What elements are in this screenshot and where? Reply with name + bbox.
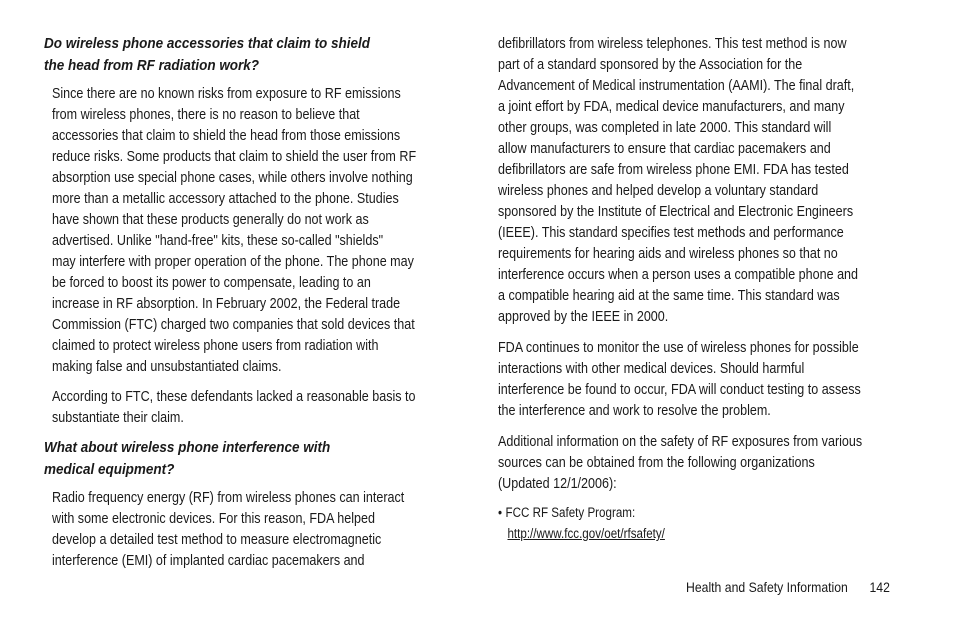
bullet-icon: • bbox=[498, 505, 503, 520]
paragraph-ftc: According to FTC, these defendants lacked a reasonable basis to substantiate their claim. bbox=[52, 389, 416, 426]
page-number: 142 bbox=[869, 580, 890, 595]
left-column bbox=[44, 34, 454, 572]
page-footer bbox=[686, 578, 890, 598]
list-item bbox=[498, 502, 902, 544]
fcc-rf-safety-link[interactable]: http://www.fcc.gov/oet/rfsafety/ bbox=[507, 526, 665, 541]
footer-section-title: Health and Safety Information bbox=[686, 580, 848, 595]
paragraph-rf-energy: Radio frequency energy (RF) from wireless phones can interact with some electronic devices. For this reason, FDA helped develop a detailed test method to measure electromagnetic interference (EMI) of implanted cardiac pacemakers and bbox=[52, 490, 405, 569]
right-column bbox=[498, 34, 908, 544]
bullet-label: FCC RF Safety Program: bbox=[505, 505, 636, 520]
paragraph-rf-shield: Since there are no known risks from exposure to RF emissions from wireless phones, there is no reason to believe that accessories that claim to shield the head from those emissions reduce risks. Some products that claim to shield the user from RF absorption use special phone cases, while others involve nothing more than a metallic accessory attached to the phone. Studies have shown that these products generally do not work as advertised. Unlike "hand-free" kits, these so-called "shields" may interfere with proper operation of the phone. The phone may be forced to boost its power to compensate, leading to an increase in RF absorption. In February 2002, the Federal trade Commission (FTC) charged two companies that sold devices that claimed to protect wireless phone users from radiation with making false and unsubstantiated claims. bbox=[52, 86, 417, 375]
paragraph-defibrillators: defibrillators from wireless telephones. This test method is now part of a standard sponsored by the Association for the Advancement of Medical instrumentation (AAMI). The final draft, a joint effort by FDA, medical device manufacturers, and many other groups, was completed in late 2000. This standard will allow manufacturers to ensure that cardiac pacemakers and defibrillators are safe from wireless phone EMI. FDA has tested wireless phones and helped develop a voluntary standard sponsored by the Institute of Electrical and Electronic Engineers (IEEE). This standard specifies test methods and performance requirements for hearing aids and wireless phones so that no interference occurs when a person uses a compatible phone and a compatible hearing aid at the same time. This standard was approved by the IEEE in 2000. bbox=[498, 36, 859, 325]
paragraph-fda-monitor: FDA continues to monitor the use of wireless phones for possible interactions with other medical devices. Should harmful interference be found to occur, FDA will conduct testing to assess the interference and work to resolve the problem. bbox=[498, 340, 861, 419]
section-heading-interference: What about wireless phone interference with medical equipment? bbox=[44, 440, 331, 478]
paragraph-additional-info: Additional information on the safety of RF exposures from various sources can be obtained from the following organizations (Updated 12/1/2006): bbox=[498, 434, 863, 492]
section-heading-rf-shield: Do wireless phone accessories that claim to shield the head from RF radiation work? bbox=[44, 36, 371, 74]
